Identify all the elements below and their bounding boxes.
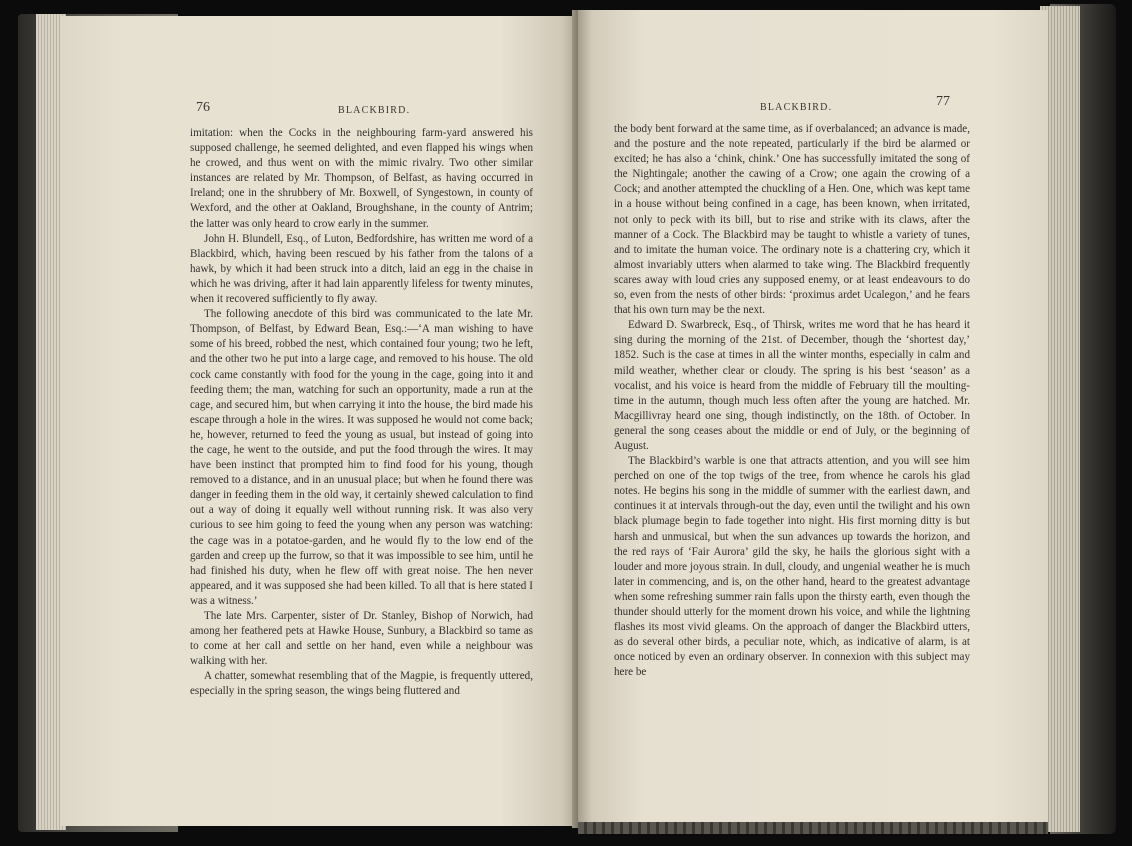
right-page-body: [614, 122, 970, 680]
left-page-body: [190, 126, 533, 700]
page-bottom-edge: [578, 822, 1048, 834]
paragraph: The late Mrs. Carpenter, sister of Dr. Stanley, Bishop of Norwich, had among her feathered pets at Hawke House, Sunbury, a Blackbird so tame as to come at her call and settle on her hand, even while a neighbour was walking with her.: [190, 610, 533, 668]
paragraph: the body bent forward at the same time, as if overbalanced; an advance is made, and the posture and the note repeated, particularly if the bird be alarmed or excited; he has also a ‘chink, chink.’ One has successfully imitated the song of the Nightingale; another the cawing of a Crow; one again the crowing of a Cock; and another attempted the chuckling of a Hen. One, which was kept tame in a house without being confined in a cage, has been known, when irritated, not only to peck with its bill, but to rise and strike with its claws, after the manner of a Cock. The Blackbird may be taught to whistle a variety of tunes, and to imitate the human voice. The ordinary note is a chattering cry, which it almost invariably utters when alarmed to take wing. The Blackbird frequently scares away with loud cries any supposed enemy, or at least endeavours to do so, even from the nests of other birds: ‘proximus ardet Ucalegon,’ and he fears that his own turn may be the next.: [614, 123, 970, 317]
paragraph: imitation: when the Cocks in the neighbouring farm-yard answered his supposed challenge, he seemed delighted, and even flapped his wings when he crowed, and thus went on with the mimic rivalry. Two other similar instances are related by Mr. Thompson, of Belfast, as having occurred in Ireland; one in the shrubbery of Mr. Boxwell, of Syngestown, in county of Wexford, and the other at Oakland, Broughshane, in the county of Antrim; the latter was only heard to crow early in the summer.: [190, 127, 533, 230]
page-number-left: 76: [196, 100, 210, 115]
paragraph: Edward D. Swarbreck, Esq., of Thirsk, writes me word that he has heard it sing during the morning of the 21st. of December, though the ‘shortest day,’ 1852. Such is the case at times in all the winter months, especially in calm and mild weather, whether clear or cloudy. The spring is his best ‘season’ as a vocalist, and his voice is heard from the middle of February till the moulting-time in the autumn, though much less often after the young are hatched. Mr. Macgillivray heard one sing, though indistinctly, on the 18th. of October. In general the song ceases about the middle or end of July, or the beginning of August.: [614, 319, 970, 452]
running-head-right: BLACKBIRD.: [760, 102, 833, 113]
page-number-right: 77: [936, 94, 950, 109]
paragraph: John H. Blundell, Esq., of Luton, Bedfordshire, has written me word of a Blackbird, which, having been rescued by his father from the talons of a hawk, by which it had been struck into a ditch, laid an egg in the chaise in which he was driving, after it had lain apparently lifeless for twenty minutes, when it recovered sufficiently to fly away.: [190, 232, 533, 306]
paragraph: The following anecdote of this bird was communicated to the late Mr. Thompson, of Belfast, by Edward Bean, Esq.:—‘A man wishing to have some of his breed, robbed the nest, which contained four young; two he left, and the other two he put into a large cage, and removed to his house. The old cock came constantly with food for the young in the cage, going into it and feeding them; the man, watching for such an opportunity, made a run at the cage, and secured him, but when carrying it into the house, the bird made his escape through a hole in the wires. It was supposed he would not come back; he, however, returned to feed the young as usual, but instead of going into the cage, he went to the outside, and put the food through the wires. It may have been instinct that prompted him to find food for his young, though removed to a distance, and in an unusual place; but when he found there was danger in feeding them in the old way, it certainly shewed calculation to find out a way of doing it equally well without running risk. It was also very curious to see him going to feed the young when any person was watching: the cage was in a potatoe-garden, and he would fly to the low end of the garden and creep up the furrow, so that it was impossible to see him, until he had finished his duty, when he flew off with great noise. The hen never appeared, and it was supposed she had been killed. To all that is here stated I was a witness.’: [190, 308, 533, 607]
left-page: [60, 16, 578, 826]
paragraph: The Blackbird’s warble is one that attracts attention, and you will see him perched on one of the top twigs of the tree, from whence he carols his glad notes. He begins his song in the middle of summer with the earliest dawn, and continues it at intervals through-out the day, even until the twilight and his own black plumage begin to fade together into night. His first morning ditty is but harsh and unmusical, but when the sun advances up towards the horizon, and the red rays of ‘Fair Aurora’ gild the sky, he hails the glorious sight with a louder and more joyous strain. In dull, cloudy, and ungenial weather he is much later in commencing, and is, on the other hand, heard to the greatest advantage when some refreshing summer rain falls upon the thirsty earth, even though the thunder should utterly for the moment drown his voice, and while the lightning flashes its most vivid gleams. On the approach of danger the Blackbird utters, as do several other birds, a peculiar note, which, as indicative of alarm, is at once noticed by even an ordinary observer. In connexion with this subject may here be: [614, 455, 970, 679]
paragraph: A chatter, somewhat resembling that of the Magpie, is frequently uttered, especially in the spring season, the wings being fluttered and: [190, 670, 533, 698]
right-page: [578, 10, 1048, 828]
running-head-left: BLACKBIRD.: [338, 105, 411, 116]
